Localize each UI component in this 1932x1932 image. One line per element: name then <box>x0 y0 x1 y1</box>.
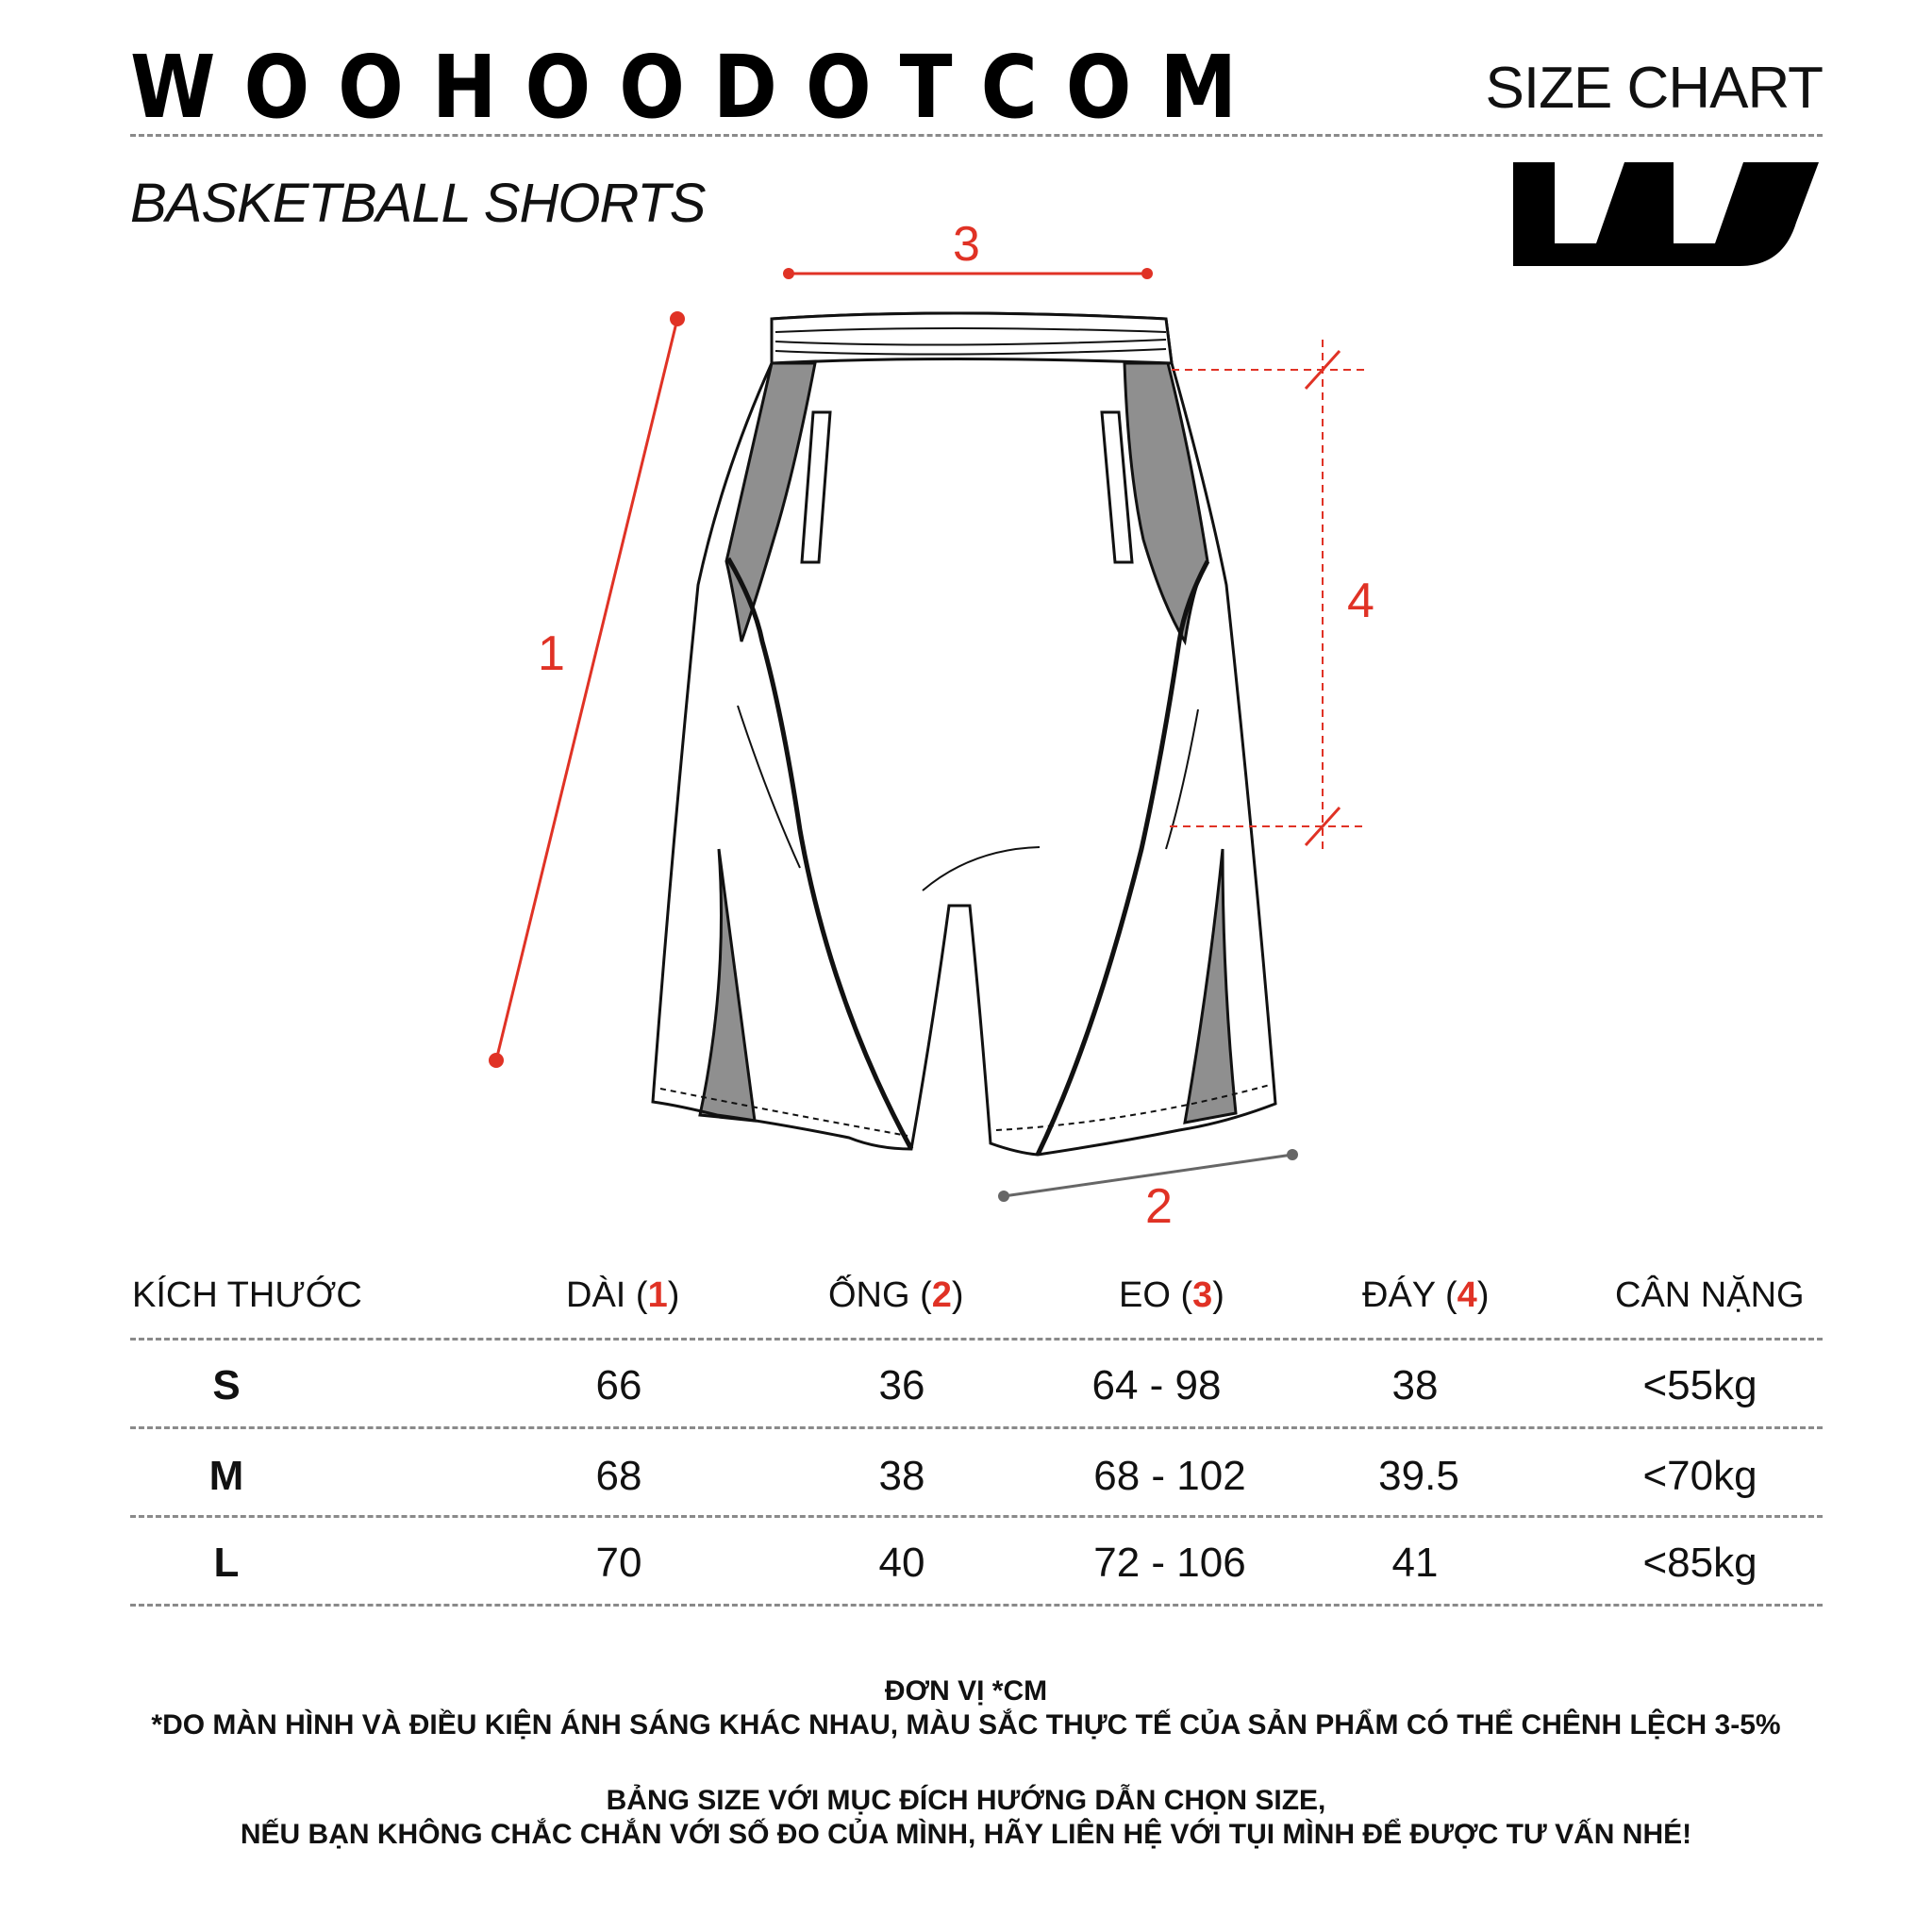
row-rise: 41 <box>1391 1540 1439 1586</box>
row-leg: 38 <box>878 1453 925 1499</box>
col-header-length: DÀI (1) <box>566 1275 680 1315</box>
row-length: 66 <box>595 1362 642 1408</box>
table-divider <box>130 1604 1823 1607</box>
row-rise: 39.5 <box>1378 1453 1459 1499</box>
left-hem-panel <box>700 849 755 1121</box>
measure-label-rise: 4 <box>1347 574 1374 628</box>
col-header-size: KÍCH THƯỚC <box>132 1275 362 1315</box>
color-warning-note: *DO MÀN HÌNH VÀ ĐIỀU KIỆN ÁNH SÁNG KHÁC NHAU, MÀU SẮC THỰC TẾ CỦA SẢN PHẨM CÓ THỂ CHÊNH LỆCH 3-5% <box>151 1709 1781 1740</box>
table-divider <box>130 1426 1823 1429</box>
page-title: SIZE CHART <box>1485 56 1823 121</box>
row-rise: 38 <box>1391 1362 1439 1408</box>
row-size: M <box>208 1453 244 1499</box>
row-waist: 72 - 106 <box>1093 1540 1246 1586</box>
col-header-waist: EO (3) <box>1119 1275 1224 1315</box>
measure-label-length: 1 <box>538 626 565 681</box>
row-size: S <box>212 1362 241 1408</box>
row-length: 70 <box>595 1540 642 1586</box>
row-waist: 68 - 102 <box>1093 1453 1246 1499</box>
row-leg: 40 <box>878 1540 925 1586</box>
col-header-leg: ỐNG (2) <box>828 1275 964 1315</box>
left-side-panel <box>726 363 815 641</box>
measure-label-waist: 3 <box>953 217 980 272</box>
product-name: BASKETBALL SHORTS <box>130 173 706 234</box>
row-weight: <70kg <box>1642 1453 1757 1499</box>
row-leg: 36 <box>878 1362 925 1408</box>
guide-note-line2: NẾU BẠN KHÔNG CHẮC CHẮN VỚI SỐ ĐO CỦA MÌNH, HÃY LIÊN HỆ VỚI TỤI MÌNH ĐỂ ĐƯỢC TƯ VẤN NHÉ! <box>240 1819 1692 1850</box>
row-length: 68 <box>595 1453 642 1499</box>
col-header-weight: CÂN NẶNG <box>1615 1275 1805 1315</box>
row-weight: <85kg <box>1642 1540 1757 1586</box>
row-size: L <box>213 1540 240 1586</box>
right-hem-panel <box>1185 849 1236 1123</box>
measure-label-leg-opening: 2 <box>1145 1179 1173 1234</box>
table-divider <box>130 1338 1823 1341</box>
row-waist: 64 - 98 <box>1091 1362 1222 1408</box>
row-weight: <55kg <box>1642 1362 1757 1408</box>
right-side-panel <box>1124 363 1208 641</box>
waistband <box>772 313 1172 363</box>
brand-name: WOOHOODOTCOM <box>130 38 1266 139</box>
unit-note: ĐƠN VỊ *CM <box>884 1675 1048 1707</box>
col-header-rise: ĐÁY (4) <box>1362 1275 1490 1315</box>
table-divider <box>130 1515 1823 1518</box>
guide-note-line1: BẢNG SIZE VỚI MỤC ĐÍCH HƯỚNG DẪN CHỌN SIZE, <box>606 1785 1326 1816</box>
left-pocket <box>802 412 830 562</box>
